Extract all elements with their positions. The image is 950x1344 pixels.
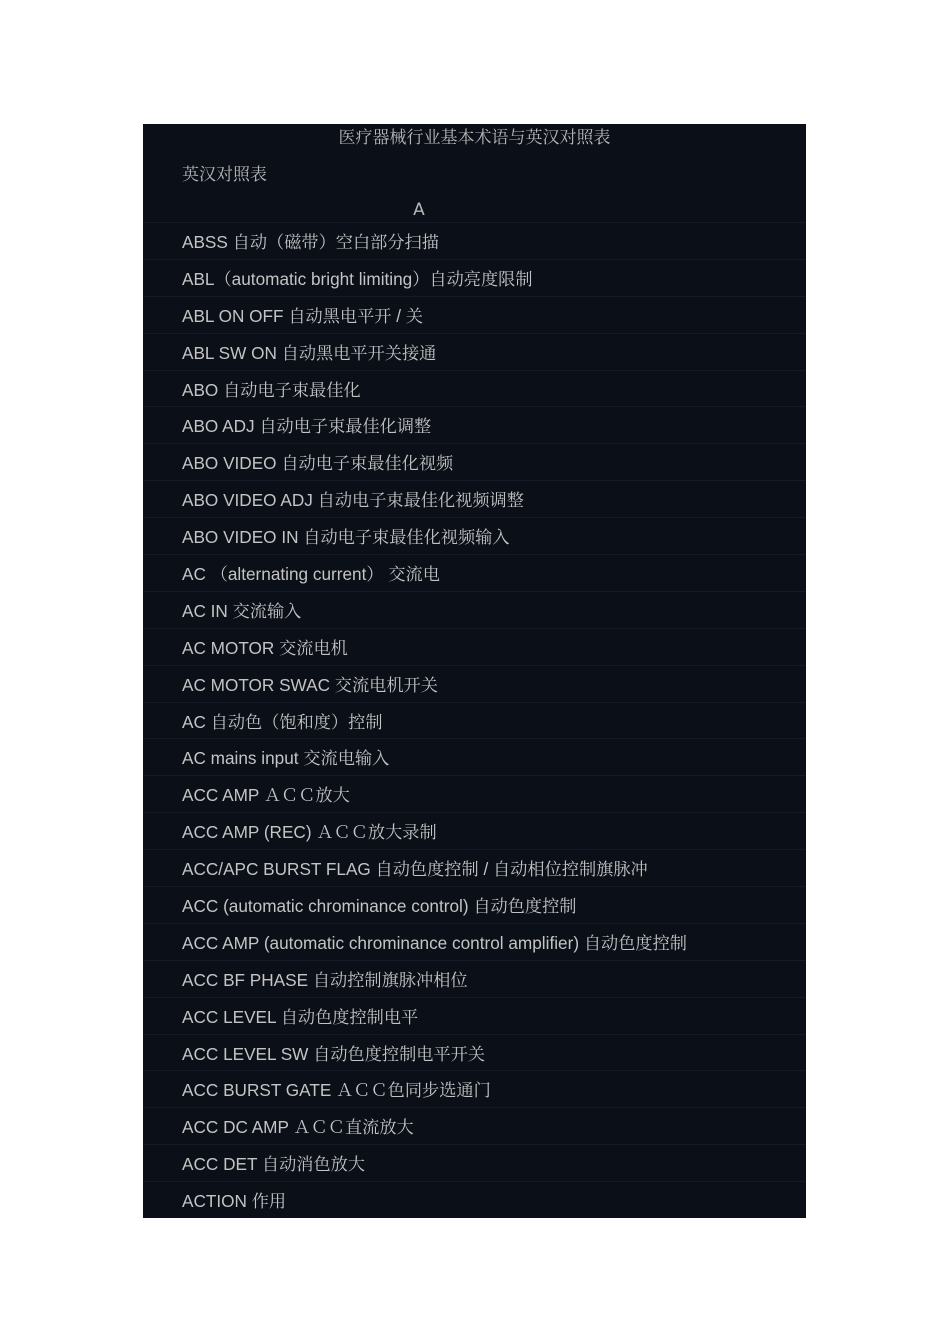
glossary-entry-text: ACC (automatic chrominance control) 自动色度控制 — [182, 896, 577, 917]
glossary-entry — [143, 259, 806, 296]
glossary-entry-text: AC （alternating current） 交流电 — [182, 564, 440, 585]
glossary-entry-text: AC MOTOR 交流电机 — [182, 637, 348, 658]
glossary-entry — [143, 960, 806, 997]
glossary-entry — [143, 406, 806, 443]
glossary-entry-text: AC IN 交流输入 — [182, 600, 302, 621]
glossary-entry — [143, 296, 806, 333]
glossary-entry — [143, 370, 806, 407]
glossary-entry-text: AC MOTOR SWAC 交流电机开关 — [182, 674, 438, 695]
section-letter: A — [413, 200, 425, 220]
glossary-entry — [143, 628, 806, 665]
glossary-entry — [143, 443, 806, 480]
glossary-entry — [143, 738, 806, 775]
glossary-entry-text: ABO VIDEO IN 自动电子束最佳化视频输入 — [182, 527, 510, 548]
glossary-entry — [143, 702, 806, 739]
glossary-entry-text: AC 自动色（饱和度）控制 — [182, 711, 383, 732]
glossary-entry-text: ACC/APC BURST FLAG 自动色度控制 / 自动相位控制旗脉冲 — [182, 859, 648, 880]
glossary-entry-text: ACC LEVEL 自动色度控制电平 — [182, 1006, 419, 1027]
glossary-entry-text: ABSS 自动（磁带）空白部分扫描 — [182, 232, 439, 252]
glossary-entry — [143, 886, 806, 923]
glossary-entry — [143, 775, 806, 812]
glossary-entry-text: ABL ON OFF 自动黑电平开 / 关 — [182, 305, 423, 326]
glossary-entry — [143, 1181, 806, 1218]
glossary-entry-text: ABO VIDEO 自动电子束最佳化视频 — [182, 453, 454, 474]
glossary-entry-text: ACC DET 自动消色放大 — [182, 1154, 366, 1175]
glossary-entry-text: ACC DC AMP ＡＣＣ直流放大 — [182, 1117, 414, 1138]
glossary-list — [143, 222, 806, 1218]
glossary-entry — [143, 812, 806, 849]
glossary-entry — [143, 923, 806, 960]
glossary-entry — [143, 1107, 806, 1144]
glossary-entry — [143, 665, 806, 702]
glossary-entry — [143, 222, 806, 259]
glossary-entry — [143, 1144, 806, 1181]
glossary-entry — [143, 554, 806, 591]
glossary-entry-text: ACC BF PHASE 自动控制旗脉冲相位 — [182, 969, 468, 990]
glossary-entry-text: ABL（automatic bright limiting）自动亮度限制 — [182, 268, 533, 289]
glossary-entry-text: ACC AMP (automatic chrominance control amplifier) 自动色度控制 — [182, 932, 687, 953]
document-subtitle: 英汉对照表 — [182, 165, 267, 185]
glossary-entry-text: ACC LEVEL SW 自动色度控制电平开关 — [182, 1043, 486, 1064]
glossary-entry — [143, 997, 806, 1034]
document-page — [143, 124, 806, 1218]
glossary-entry — [143, 333, 806, 370]
glossary-entry-text: ABO ADJ 自动电子束最佳化调整 — [182, 416, 432, 437]
document-title: 医疗器械行业基本术语与英汉对照表 — [338, 128, 611, 148]
glossary-entry — [143, 480, 806, 517]
glossary-entry-text: ACC BURST GATE ＡＣＣ色同步选通门 — [182, 1080, 491, 1101]
glossary-entry-text: AC mains input 交流电输入 — [182, 748, 390, 769]
glossary-entry-text: ABO VIDEO ADJ 自动电子束最佳化视频调整 — [182, 490, 524, 511]
glossary-entry — [143, 849, 806, 886]
glossary-entry-text: ACC AMP ＡＣＣ放大 — [182, 785, 350, 806]
glossary-entry — [143, 1070, 806, 1107]
glossary-entry — [143, 591, 806, 628]
glossary-entry-text: ACC AMP (REC) ＡＣＣ放大录制 — [182, 822, 437, 843]
glossary-entry — [143, 517, 806, 554]
glossary-entry-text: ACTION 作用 — [182, 1191, 287, 1212]
glossary-entry-text: ABO 自动电子束最佳化 — [182, 379, 361, 400]
glossary-entry — [143, 1034, 806, 1071]
glossary-entry-text: ABL SW ON 自动黑电平开关接通 — [182, 342, 437, 363]
